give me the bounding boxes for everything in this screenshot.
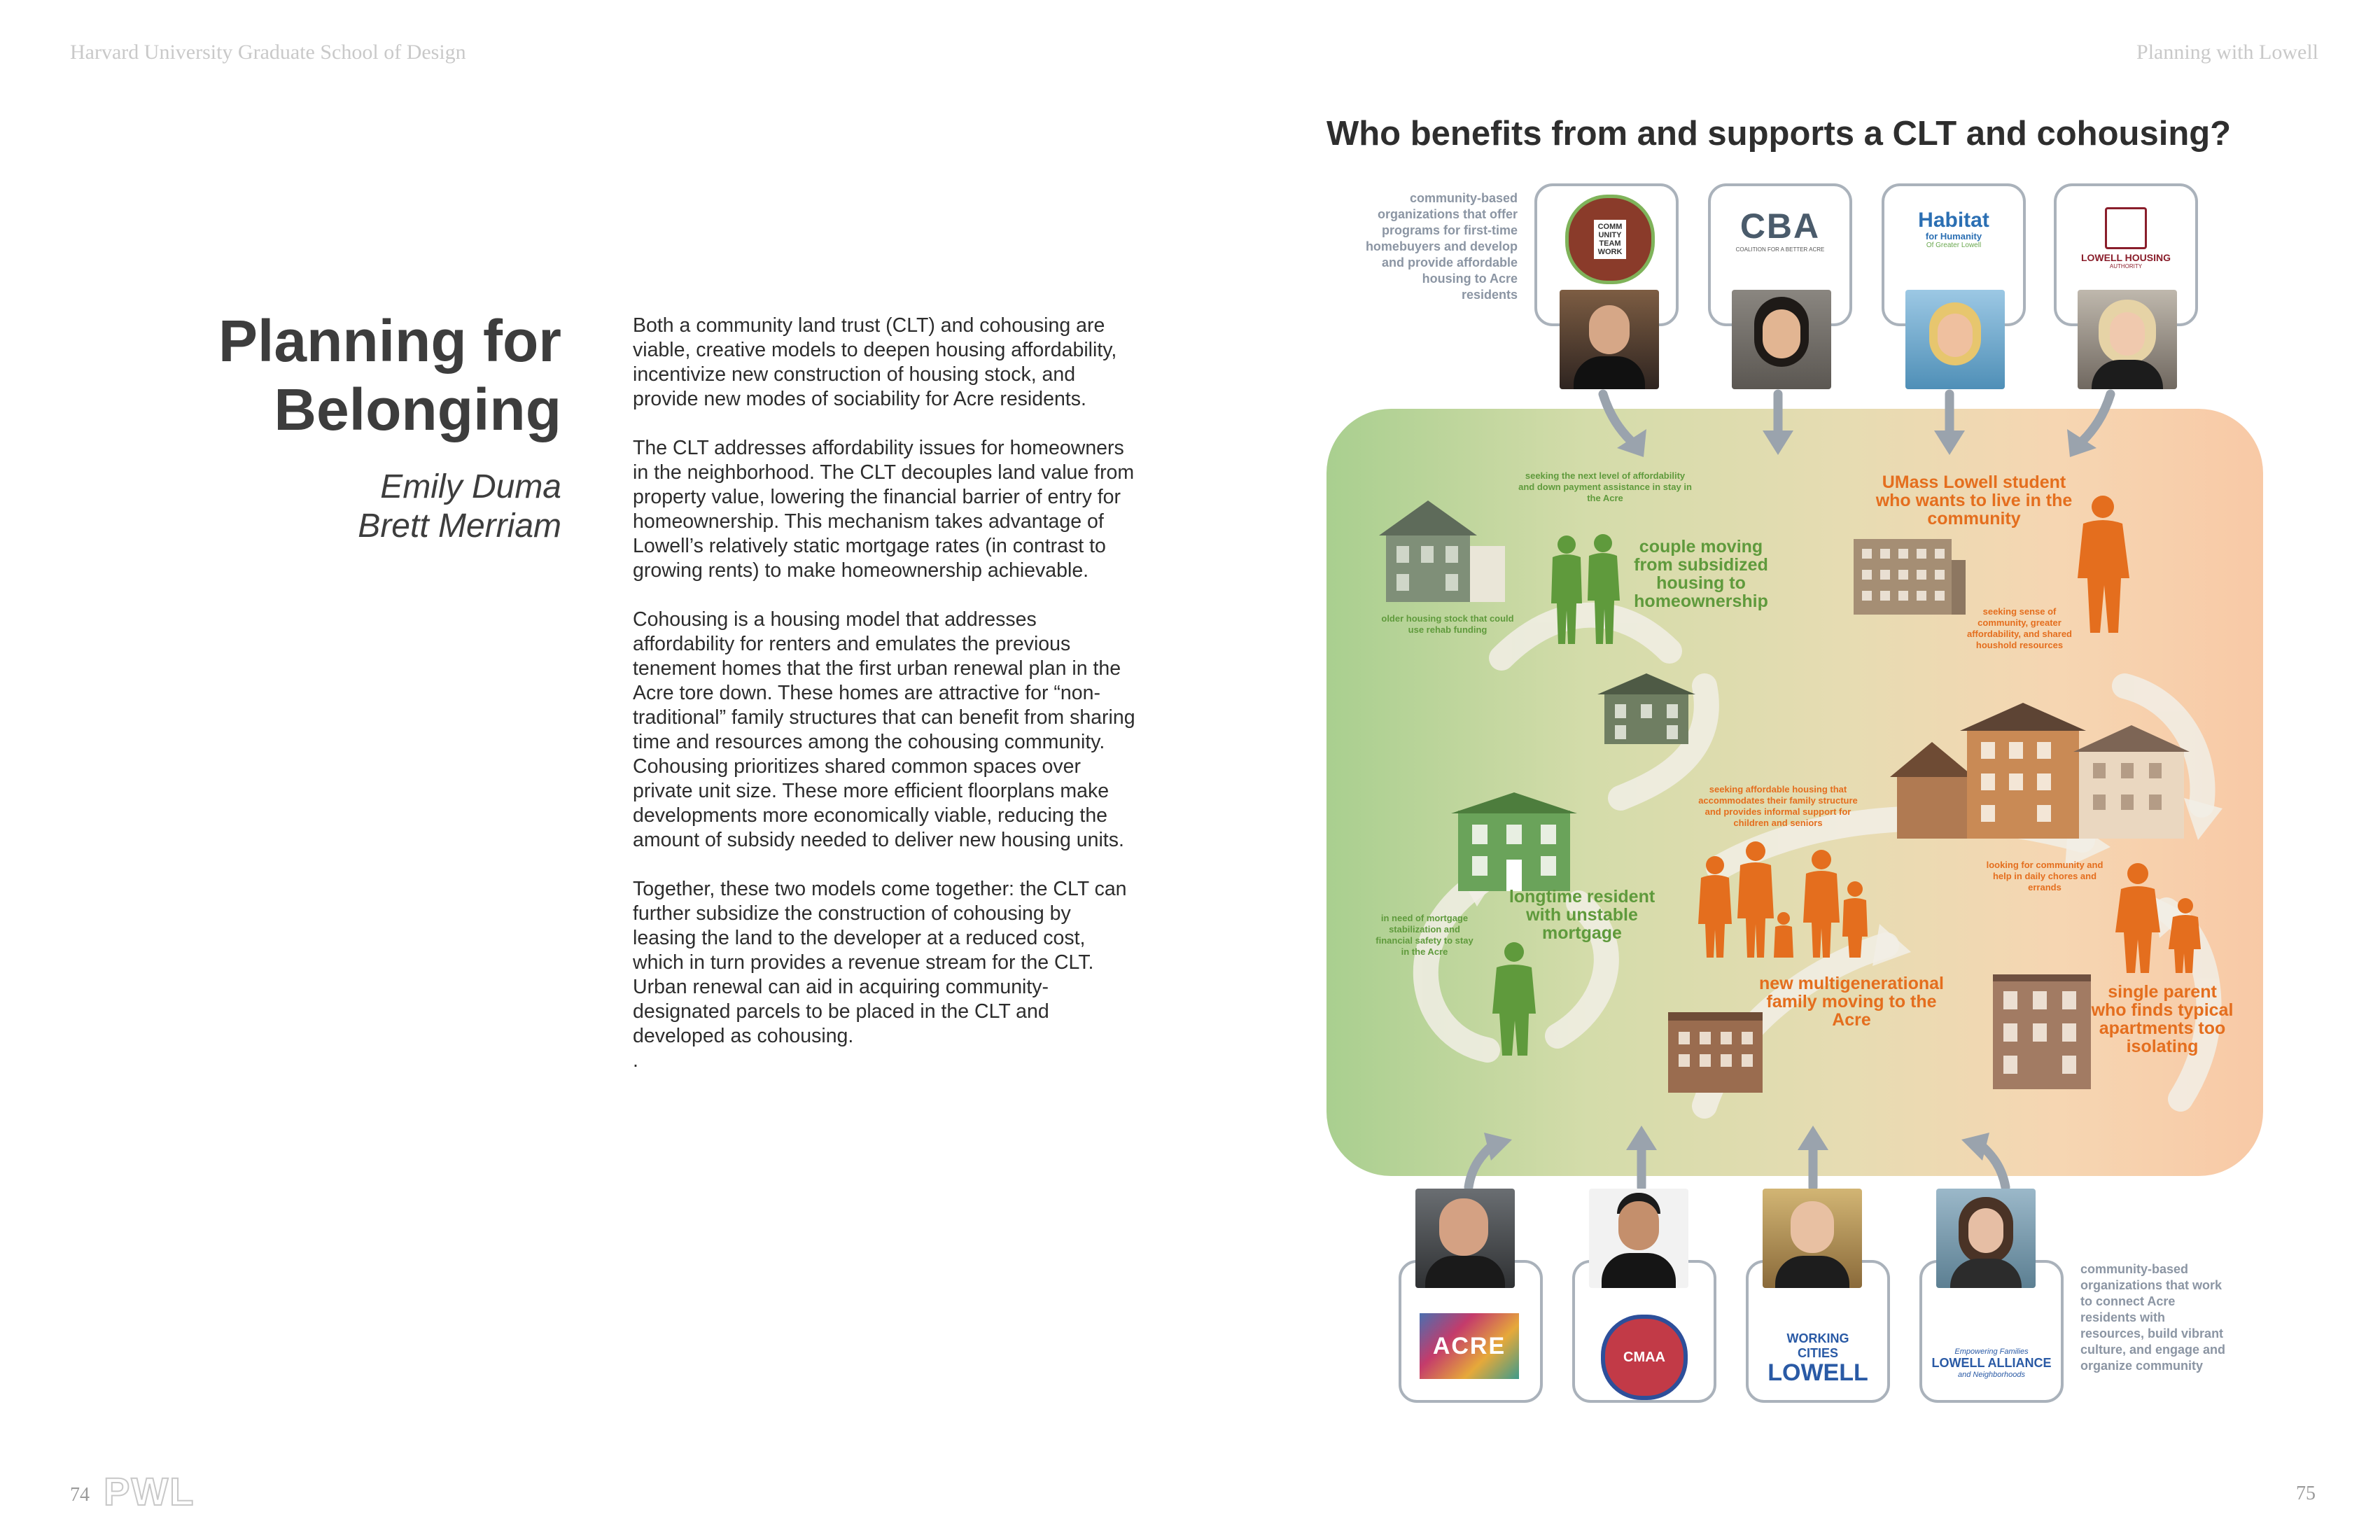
single-parent-figures (2108, 862, 2206, 974)
cohousing-building-image (1890, 700, 2191, 840)
paragraph-3: Cohousing is a housing model that addresses affordability for renters and emulates the previous tenement homes that the first urban renewal plan in the Acre tore down. These homes are attractive for “non-traditional” family structures that can benefit from sharing time and resources among the cohousing community. Cohousing prioritizes shared common spaces over private unit size. These more efficient floorplans make developments more economically viable, reducing the amount of subsidy needed to deliver new housing units. (633, 608, 1135, 851)
page-number-left: 74 (70, 1484, 90, 1506)
person-photo-7 (1763, 1189, 1862, 1288)
longtime-label: longtime resident with unstable mortgage (1508, 887, 1656, 943)
paragraph-1: Both a community land trust (CLT) and cohousing are viable, creative models to deepen housing affordability, incentivize new construction of housing stock, and provide new modes of sociability for Acre residents. (633, 314, 1117, 410)
arrowhead-4 (1872, 924, 1911, 966)
top-support-arrows (1589, 388, 2121, 458)
author-2: Brett Merriam (358, 507, 561, 545)
cmaa-logo: CMAA (1601, 1315, 1688, 1400)
green-house-image (1448, 790, 1581, 895)
single-note: looking for community and help in daily chores and errands (1986, 860, 2104, 892)
multigen-label: new multigenerational family moving to the Acre (1759, 974, 1944, 1030)
lha-icon (2105, 207, 2147, 249)
ctw-line2: UNITY (1598, 231, 1622, 239)
apartment-block-image (1854, 532, 1966, 616)
lha-sub: AUTHORITY (2109, 263, 2143, 270)
acre-mural-logo: ACRE (1420, 1313, 1519, 1379)
communityteamwork-logo (1565, 195, 1655, 284)
person-photo-5 (1415, 1189, 1515, 1288)
person-photo-1 (1560, 290, 1659, 389)
paragraph-2: The CLT addresses affordability issues for homeowners in the neighborhood. The CLT decouples land value from property value, lowering the financial barrier of entry for homeownership. This mechanism takes advantage of Lowell’s relatively static mortgage rates (in contrast to growing rents) to make homeownership achievable. (633, 437, 1135, 582)
couple-figures (1547, 533, 1624, 645)
person-photo-6 (1589, 1189, 1688, 1288)
person-photo-2 (1732, 290, 1831, 389)
triple-decker-image (1989, 972, 2094, 1091)
authors (169, 468, 561, 546)
la-line1: Empowering Families (1954, 1347, 2029, 1356)
multigen-note: seeking affordable housing that accommodates their family structure and provides informal support for children and seniors (1698, 784, 1858, 828)
loop-arrow-left (1426, 882, 1488, 1050)
student-figure (2072, 494, 2135, 634)
bottom-support-arrows (1442, 1119, 2058, 1196)
wc-line3: LOWELL (1768, 1359, 1868, 1386)
author-1: Emily Duma (380, 468, 561, 505)
person-photo-8 (1936, 1189, 2036, 1288)
longtime-resident-figure (1490, 941, 1539, 1057)
title-line1: Planning for (218, 308, 561, 374)
couple-note: seeking the next level of affordability and down payment assistance in stay in the Acre (1518, 470, 1692, 503)
header-right: Planning with Lowell (2136, 41, 2318, 64)
lha-logo: LOWELL HOUSING (2080, 252, 2171, 263)
habitat-logo: Habitat (1918, 209, 1989, 232)
la-line2: LOWELL ALLIANCE (1931, 1355, 2052, 1370)
habitat-sub: Of Greater Lowell (1926, 241, 1982, 249)
umass-note: seeking sense of community, greater affordability, and shared houshold resources (1966, 606, 2072, 650)
pwl-logo: PWL (104, 1469, 195, 1513)
body-text (633, 314, 1137, 1073)
paragraph-4: Together, these two models come together: the CLT can further subsidize the construction of cohousing by leasing the land to the developer at a reduced cost, which in turn provides a revenue stream for the CLT. Urban renewal can aid in acquiring community-designated parcels to be placed in the CLT and developed as cohousing. (633, 878, 1127, 1047)
trailing-dot: . (633, 1049, 638, 1072)
habitat-logo-2: for Humanity (1925, 231, 1982, 241)
single-label: single parent who finds typical apartments too isolating (2091, 982, 2234, 1056)
small-house-image (1597, 671, 1695, 748)
wc-line2: CITIES (1797, 1346, 1838, 1360)
cba-sub: COALITION FOR A BETTER ACRE (1735, 246, 1825, 253)
person-photo-3 (1905, 290, 2005, 389)
longtime-note: in need of mortgage stabilization and financial safety to stay in the Acre (1376, 913, 1474, 957)
page-title (169, 307, 561, 444)
top-orgs-note: community-based organizations that offer programs for first-time homebuyers and develop and provide affordable housing to Acre residents (1365, 191, 1518, 302)
person-photo-4 (2078, 290, 2177, 389)
header-left: Harvard University Graduate School of Design (70, 41, 466, 64)
couple-label: couple moving from subsidized housing to homeownership (1634, 537, 1768, 611)
cba-logo: CBA (1740, 206, 1821, 246)
multigen-family-figures (1694, 840, 1869, 959)
older-house-image (1379, 497, 1512, 609)
ctw-line1: COMM (1597, 223, 1623, 231)
umass-label: UMass Lowell student who wants to live in the community (1875, 472, 2073, 528)
title-line2: Belonging (274, 377, 561, 442)
la-line3: and Neighborhoods (1957, 1370, 2026, 1379)
wc-line1: WORKING (1786, 1331, 1849, 1345)
page-number-right: 75 (2296, 1483, 2316, 1504)
diagram-title: Who benefits from and supports a CLT and cohousing? (1326, 115, 2232, 153)
ctw-line4: WORK (1597, 248, 1623, 256)
bottom-orgs-note: community-based organizations that work to connect Acre residents with resources, build vibrant culture, and engage and organize community (2080, 1262, 2226, 1373)
ctw-line3: TEAM (1599, 239, 1621, 248)
older-stock-note: older housing stock that could use rehab funding (1381, 613, 1514, 635)
